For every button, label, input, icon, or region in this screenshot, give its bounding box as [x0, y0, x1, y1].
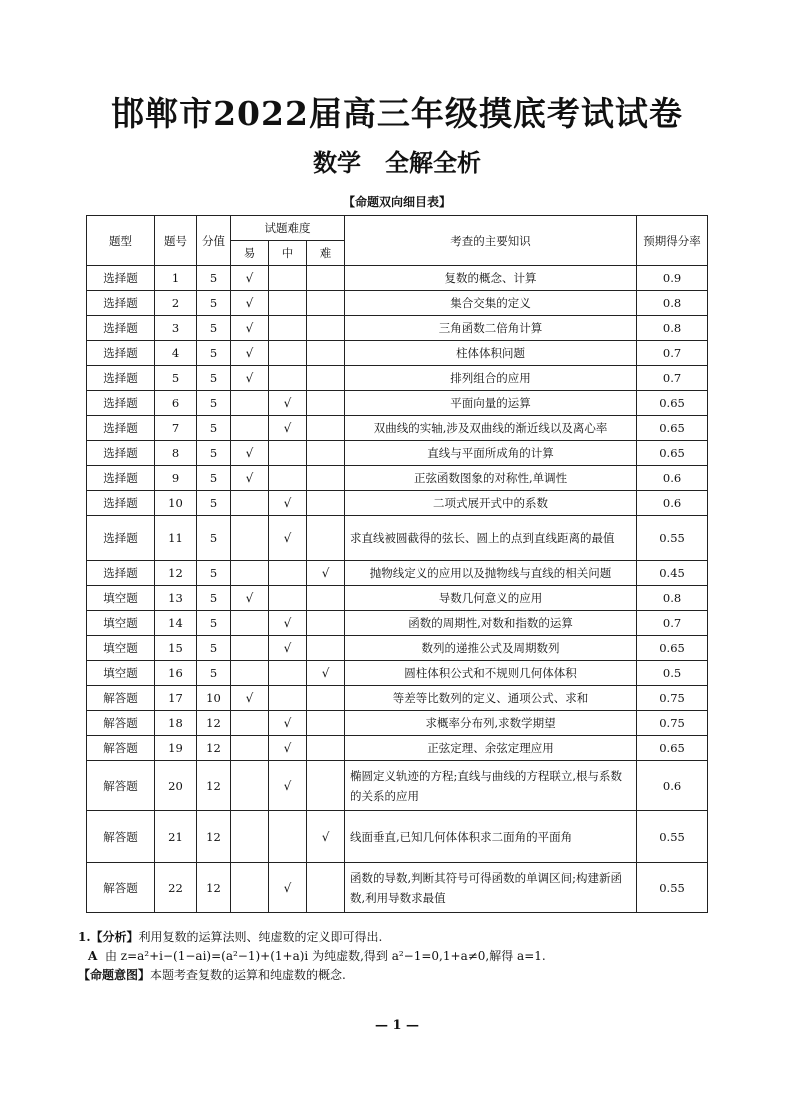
answer-line [78, 947, 718, 966]
cell-score: 5 [197, 561, 231, 586]
table-row [87, 561, 708, 586]
cell-number: 1 [155, 266, 197, 291]
cell-expected-rate: 0.7 [637, 366, 708, 391]
analysis-label: 1.【分析】 [78, 930, 139, 944]
cell-score: 5 [197, 491, 231, 516]
cell-hard-check [307, 636, 345, 661]
cell-hard-check [307, 736, 345, 761]
cell-hard-check [307, 586, 345, 611]
cell-expected-rate: 0.8 [637, 316, 708, 341]
cell-easy-check: √ [231, 366, 269, 391]
cell-medium-check: √ [269, 736, 307, 761]
table-row [87, 266, 708, 291]
cell-knowledge: 函数的导数,判断其符号可得函数的单调区间;构建新函数,利用导数求最值 [345, 863, 637, 913]
analysis-text: 利用复数的运算法则、纯虚数的定义即可得出. [138, 930, 383, 944]
cell-medium-check: √ [269, 416, 307, 441]
cell-expected-rate: 0.55 [637, 811, 708, 863]
cell-type: 选择题 [87, 391, 155, 416]
cell-number: 18 [155, 711, 197, 736]
table-row [87, 636, 708, 661]
cell-type: 解答题 [87, 811, 155, 863]
cell-medium-check [269, 661, 307, 686]
cell-number: 22 [155, 863, 197, 913]
cell-score: 5 [197, 611, 231, 636]
cell-number: 2 [155, 291, 197, 316]
cell-type: 填空题 [87, 661, 155, 686]
cell-easy-check [231, 661, 269, 686]
table-row [87, 863, 708, 913]
table-row [87, 341, 708, 366]
cell-expected-rate: 0.65 [637, 636, 708, 661]
cell-number: 8 [155, 441, 197, 466]
intent-line [78, 966, 718, 985]
header-expected-rate: 预期得分率 [637, 216, 708, 266]
header-hard: 难 [307, 241, 345, 266]
cell-expected-rate: 0.55 [637, 863, 708, 913]
cell-type: 选择题 [87, 341, 155, 366]
cell-knowledge: 平面向量的运算 [345, 391, 637, 416]
cell-number: 5 [155, 366, 197, 391]
cell-medium-check [269, 686, 307, 711]
cell-score: 5 [197, 636, 231, 661]
spec-table [86, 215, 708, 913]
cell-expected-rate: 0.65 [637, 391, 708, 416]
answer-text: 由 z=a²+i−(1−ai)=(a²−1)+(1+a)i 为纯虚数,得到 a²−1=0,1+a≠0,解得 a=1. [104, 949, 546, 963]
cell-type: 选择题 [87, 516, 155, 561]
cell-score: 12 [197, 863, 231, 913]
cell-type: 解答题 [87, 711, 155, 736]
cell-knowledge: 集合交集的定义 [345, 291, 637, 316]
cell-easy-check [231, 761, 269, 811]
cell-hard-check [307, 686, 345, 711]
cell-number: 16 [155, 661, 197, 686]
cell-number: 14 [155, 611, 197, 636]
cell-easy-check [231, 611, 269, 636]
table-row [87, 316, 708, 341]
table-row [87, 366, 708, 391]
cell-hard-check [307, 366, 345, 391]
cell-expected-rate: 0.75 [637, 711, 708, 736]
cell-medium-check [269, 316, 307, 341]
cell-score: 5 [197, 391, 231, 416]
cell-medium-check [269, 266, 307, 291]
cell-knowledge: 正弦定理、余弦定理应用 [345, 736, 637, 761]
cell-medium-check [269, 561, 307, 586]
table-row [87, 736, 708, 761]
cell-knowledge: 柱体体积问题 [345, 341, 637, 366]
cell-easy-check [231, 491, 269, 516]
header-easy: 易 [231, 241, 269, 266]
cell-number: 12 [155, 561, 197, 586]
cell-hard-check [307, 516, 345, 561]
header-score: 分值 [197, 216, 231, 266]
cell-score: 5 [197, 266, 231, 291]
cell-type: 选择题 [87, 366, 155, 391]
table-row [87, 391, 708, 416]
cell-hard-check [307, 761, 345, 811]
cell-hard-check [307, 291, 345, 316]
cell-hard-check [307, 341, 345, 366]
cell-easy-check [231, 711, 269, 736]
table-row [87, 611, 708, 636]
cell-expected-rate: 0.65 [637, 441, 708, 466]
cell-score: 12 [197, 811, 231, 863]
cell-type: 选择题 [87, 316, 155, 341]
table-row [87, 516, 708, 561]
cell-type: 选择题 [87, 416, 155, 441]
cell-type: 选择题 [87, 291, 155, 316]
page-number: — 1 — [374, 1018, 420, 1033]
answer-letter: A [88, 949, 98, 963]
cell-medium-check: √ [269, 711, 307, 736]
cell-score: 12 [197, 761, 231, 811]
cell-expected-rate: 0.65 [637, 416, 708, 441]
cell-hard-check [307, 416, 345, 441]
cell-expected-rate: 0.55 [637, 516, 708, 561]
cell-type: 解答题 [87, 736, 155, 761]
cell-hard-check: √ [307, 661, 345, 686]
cell-score: 5 [197, 416, 231, 441]
intent-label: 【命题意图】 [78, 968, 151, 982]
cell-knowledge: 求直线被圆截得的弦长、圆上的点到直线距离的最值 [345, 516, 637, 561]
cell-knowledge: 排列组合的应用 [345, 366, 637, 391]
cell-expected-rate: 0.6 [637, 761, 708, 811]
cell-expected-rate: 0.7 [637, 341, 708, 366]
document-title: 邯郸市2022届高三年级摸底考试试卷 [111, 94, 683, 133]
cell-easy-check [231, 811, 269, 863]
cell-hard-check [307, 391, 345, 416]
table-row [87, 711, 708, 736]
cell-type: 选择题 [87, 491, 155, 516]
cell-knowledge: 复数的概念、计算 [345, 266, 637, 291]
cell-knowledge: 函数的周期性,对数和指数的运算 [345, 611, 637, 636]
cell-hard-check [307, 316, 345, 341]
cell-score: 12 [197, 711, 231, 736]
cell-medium-check [269, 441, 307, 466]
table-row [87, 416, 708, 441]
cell-hard-check [307, 863, 345, 913]
cell-number: 15 [155, 636, 197, 661]
cell-number: 10 [155, 491, 197, 516]
cell-expected-rate: 0.65 [637, 736, 708, 761]
intent-text: 本题考查复数的运算和纯虚数的概念. [150, 968, 346, 982]
cell-score: 5 [197, 516, 231, 561]
cell-expected-rate: 0.6 [637, 466, 708, 491]
cell-expected-rate: 0.8 [637, 291, 708, 316]
cell-medium-check [269, 466, 307, 491]
cell-medium-check [269, 586, 307, 611]
analysis-line [78, 928, 718, 947]
cell-type: 选择题 [87, 466, 155, 491]
cell-number: 11 [155, 516, 197, 561]
cell-easy-check [231, 636, 269, 661]
cell-knowledge: 求概率分布列,求数学期望 [345, 711, 637, 736]
cell-score: 10 [197, 686, 231, 711]
table-row [87, 811, 708, 863]
cell-hard-check [307, 491, 345, 516]
cell-knowledge: 双曲线的实轴,涉及双曲线的渐近线以及离心率 [345, 416, 637, 441]
cell-type: 选择题 [87, 561, 155, 586]
table-row [87, 441, 708, 466]
cell-score: 12 [197, 736, 231, 761]
cell-number: 7 [155, 416, 197, 441]
cell-expected-rate: 0.75 [637, 686, 708, 711]
table-row [87, 586, 708, 611]
cell-easy-check: √ [231, 586, 269, 611]
cell-easy-check: √ [231, 341, 269, 366]
cell-expected-rate: 0.45 [637, 561, 708, 586]
cell-knowledge: 椭圆定义轨迹的方程;直线与曲线的方程联立,根与系数的关系的应用 [345, 761, 637, 811]
table-body [87, 266, 708, 913]
cell-score: 5 [197, 661, 231, 686]
cell-type: 解答题 [87, 863, 155, 913]
table-row [87, 491, 708, 516]
cell-hard-check: √ [307, 561, 345, 586]
cell-knowledge: 数列的递推公式及周期数列 [345, 636, 637, 661]
cell-type: 填空题 [87, 586, 155, 611]
document-subtitle: 数学 全解全析 [313, 148, 481, 177]
header-number: 题号 [155, 216, 197, 266]
header-type: 题型 [87, 216, 155, 266]
table-header [87, 216, 708, 266]
cell-knowledge: 正弦函数图象的对称性,单调性 [345, 466, 637, 491]
cell-hard-check [307, 611, 345, 636]
cell-easy-check [231, 736, 269, 761]
cell-type: 填空题 [87, 611, 155, 636]
cell-easy-check [231, 561, 269, 586]
cell-medium-check: √ [269, 636, 307, 661]
cell-knowledge: 等差等比数列的定义、通项公式、求和 [345, 686, 637, 711]
cell-type: 选择题 [87, 441, 155, 466]
cell-number: 4 [155, 341, 197, 366]
cell-type: 填空题 [87, 636, 155, 661]
cell-medium-check: √ [269, 516, 307, 561]
cell-number: 3 [155, 316, 197, 341]
cell-score: 5 [197, 341, 231, 366]
cell-expected-rate: 0.7 [637, 611, 708, 636]
cell-hard-check [307, 466, 345, 491]
cell-knowledge: 抛物线定义的应用以及抛物线与直线的相关问题 [345, 561, 637, 586]
cell-number: 20 [155, 761, 197, 811]
cell-number: 21 [155, 811, 197, 863]
cell-easy-check: √ [231, 291, 269, 316]
cell-number: 6 [155, 391, 197, 416]
cell-medium-check: √ [269, 611, 307, 636]
cell-medium-check [269, 291, 307, 316]
header-difficulty: 试题难度 [231, 216, 345, 241]
cell-medium-check: √ [269, 863, 307, 913]
cell-score: 5 [197, 466, 231, 491]
cell-easy-check [231, 516, 269, 561]
cell-score: 5 [197, 586, 231, 611]
cell-hard-check: √ [307, 811, 345, 863]
cell-medium-check: √ [269, 391, 307, 416]
cell-easy-check: √ [231, 466, 269, 491]
table-row [87, 761, 708, 811]
table-row [87, 291, 708, 316]
cell-expected-rate: 0.5 [637, 661, 708, 686]
cell-expected-rate: 0.6 [637, 491, 708, 516]
cell-medium-check: √ [269, 491, 307, 516]
header-knowledge: 考查的主要知识 [345, 216, 637, 266]
cell-easy-check: √ [231, 441, 269, 466]
cell-easy-check [231, 391, 269, 416]
cell-type: 解答题 [87, 761, 155, 811]
cell-hard-check [307, 711, 345, 736]
cell-score: 5 [197, 441, 231, 466]
cell-expected-rate: 0.8 [637, 586, 708, 611]
cell-number: 17 [155, 686, 197, 711]
cell-knowledge: 导数几何意义的应用 [345, 586, 637, 611]
cell-expected-rate: 0.9 [637, 266, 708, 291]
cell-number: 13 [155, 586, 197, 611]
cell-knowledge: 线面垂直,已知几何体体积求二面角的平面角 [345, 811, 637, 863]
table-row [87, 466, 708, 491]
cell-easy-check: √ [231, 316, 269, 341]
cell-type: 选择题 [87, 266, 155, 291]
cell-number: 9 [155, 466, 197, 491]
cell-easy-check [231, 416, 269, 441]
cell-knowledge: 二项式展开式中的系数 [345, 491, 637, 516]
cell-easy-check [231, 863, 269, 913]
cell-easy-check: √ [231, 686, 269, 711]
cell-hard-check [307, 266, 345, 291]
table-row [87, 686, 708, 711]
cell-type: 解答题 [87, 686, 155, 711]
cell-knowledge: 直线与平面所成角的计算 [345, 441, 637, 466]
cell-score: 5 [197, 366, 231, 391]
cell-medium-check [269, 366, 307, 391]
cell-hard-check [307, 441, 345, 466]
cell-medium-check: √ [269, 761, 307, 811]
answer-notes [78, 928, 718, 985]
cell-score: 5 [197, 316, 231, 341]
cell-easy-check: √ [231, 266, 269, 291]
header-medium: 中 [269, 241, 307, 266]
table-row [87, 661, 708, 686]
cell-score: 5 [197, 291, 231, 316]
cell-knowledge: 圆柱体积公式和不规则几何体体积 [345, 661, 637, 686]
table-caption: 【命题双向细目表】 [342, 195, 451, 209]
cell-medium-check [269, 811, 307, 863]
cell-medium-check [269, 341, 307, 366]
cell-number: 19 [155, 736, 197, 761]
cell-knowledge: 三角函数二倍角计算 [345, 316, 637, 341]
